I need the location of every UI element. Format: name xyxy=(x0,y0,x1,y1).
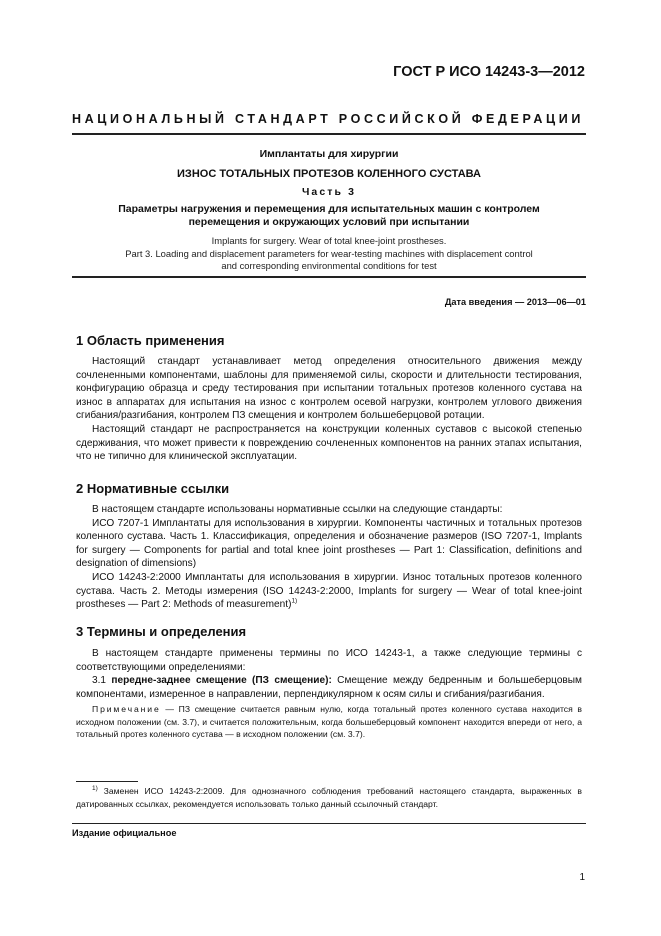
introduction-date: Дата введения — 2013—06—01 xyxy=(444,297,586,307)
term-definition: Смещение между бедренным и большеберцовым компонентами, измеренное в направлении, перпендикулярном к осям силы и сгибания/разгибания. xyxy=(76,675,582,700)
title-line-1: Имплантаты для хирургии xyxy=(259,148,399,160)
note-block xyxy=(76,703,582,741)
section-2-heading: 2 Нормативные ссылки xyxy=(76,481,230,496)
subtitle-line-1: Параметры нагружения и перемещения для испытательных машин с контролем xyxy=(118,203,540,215)
term-3-1 xyxy=(76,674,582,701)
english-title xyxy=(72,235,586,273)
note-label: Примечание xyxy=(92,704,161,714)
page-number: 1 xyxy=(579,872,585,883)
term-name: передне-заднее смещение (ПЗ смещение): xyxy=(111,675,332,687)
national-standard-banner: НАЦИОНАЛЬНЫЙ СТАНДАРТ РОССИЙСКОЙ ФЕДЕРАЦИИ xyxy=(72,112,584,126)
title-rule xyxy=(72,276,586,278)
section-3-heading: 3 Термины и определения xyxy=(76,624,247,639)
reference-2-text: ИСО 14243-2:2000 Имплантаты для использования в хирургии. Износ тотальных протезов коленного сустава. Часть 2. Методы измерения (ISO 14243-2:2000, Implants for surgery — Wear of total knee-joint prostheses — Part 2: Methods of measurement) xyxy=(76,571,582,611)
subtitle-line-2: перемещения и окружающих условий при испытании xyxy=(188,216,470,228)
footnote xyxy=(76,785,582,810)
term-number: 3.1 xyxy=(92,675,107,687)
english-title-line-1: Implants for surgery. Wear of total knee-joint prostheses. xyxy=(211,235,447,246)
section-2-reference-2 xyxy=(76,571,582,612)
footnote-paragraph xyxy=(76,785,582,810)
footnote-separator xyxy=(76,781,138,782)
header-rule xyxy=(72,133,586,135)
section-2-reference-1: ИСО 7207-1 Имплантаты для использования в хирургии. Компоненты частичных и тотальных протезов коленного сустава. Часть 1. Классификация, определения и обозначение размеров (ISO 7207-1, Implants for surgery — Components for partial and total knee joint prostheses — Part 1: Classification, definitions and designation of dimensions) xyxy=(76,517,582,570)
section-1-paragraph-1: Настоящий стандарт устанавливает метод определения относительного движения между сочлененными компонентами, шаблоны для применяемой силы, скорости и длительности тестирования, конфигурацию образца и среду тестирования при испытании тотальных протезов коленного сустава на износ в аппаратах для испытания на износ с контролем осевой нагрузки, контролем углового движения сгибания/разгибания, контролем ПЗ смещения и контролем большеберцовой ротации. xyxy=(76,356,582,422)
footnote-text: Заменен ИСО 14243-2:2009. Для однозначного соблюдения требований настоящего стандарта, выраженных в датированных ссылках, рекомендуется использовать только данный ссылочный стандарт. xyxy=(76,786,582,809)
footnote-number: 1) xyxy=(92,785,98,793)
standard-number: ГОСТ Р ИСО 14243-3—2012 xyxy=(393,64,585,80)
official-edition: Издание официальное xyxy=(72,828,177,838)
footnote-marker: 1) xyxy=(291,597,298,605)
english-title-line-2: Part 3. Loading and displacement parameters for wear-testing machines with displacement control xyxy=(125,247,533,259)
section-1-heading: 1 Область применения xyxy=(76,333,225,348)
section-3-paragraph-1: В настоящем стандарте применены термины по ИСО 14243-1, а также следующие термины с соответствующими определениями: xyxy=(76,648,582,673)
section-1-paragraph-2: Настоящий стандарт не распространяется на конструкции коленных суставов с высокой степенью сдерживания, что может привести к повреждению сочлененных компонентов на ранних этапах испытания, что не типично для клинической эксплуатации. xyxy=(76,423,582,463)
english-title-line-3: and corresponding environmental conditions for test xyxy=(221,260,437,271)
footer-rule xyxy=(72,823,586,824)
title-subtitle xyxy=(72,203,586,229)
section-2-body xyxy=(76,503,582,612)
title-line-2: ИЗНОС ТОТАЛЬНЫХ ПРОТЕЗОВ КОЛЕННОГО СУСТАВА xyxy=(177,168,481,180)
section-2-paragraph-1: В настоящем стандарте использованы нормативные ссылки на следующие стандарты: xyxy=(92,504,503,515)
title-part: Часть 3 xyxy=(301,186,357,198)
note-paragraph xyxy=(76,703,582,741)
section-3-body xyxy=(76,647,582,701)
section-1-body xyxy=(76,355,582,464)
note-text: — ПЗ смещение считается равным нулю, когда тотальный протез коленного сустава находится в исходном положении (см. 3.7), и считается положительным, когда большеберцовый компонент находится впереди от него, а тотальный протез коленного сустава — в исходном положении (см. 3.7). xyxy=(76,704,582,740)
